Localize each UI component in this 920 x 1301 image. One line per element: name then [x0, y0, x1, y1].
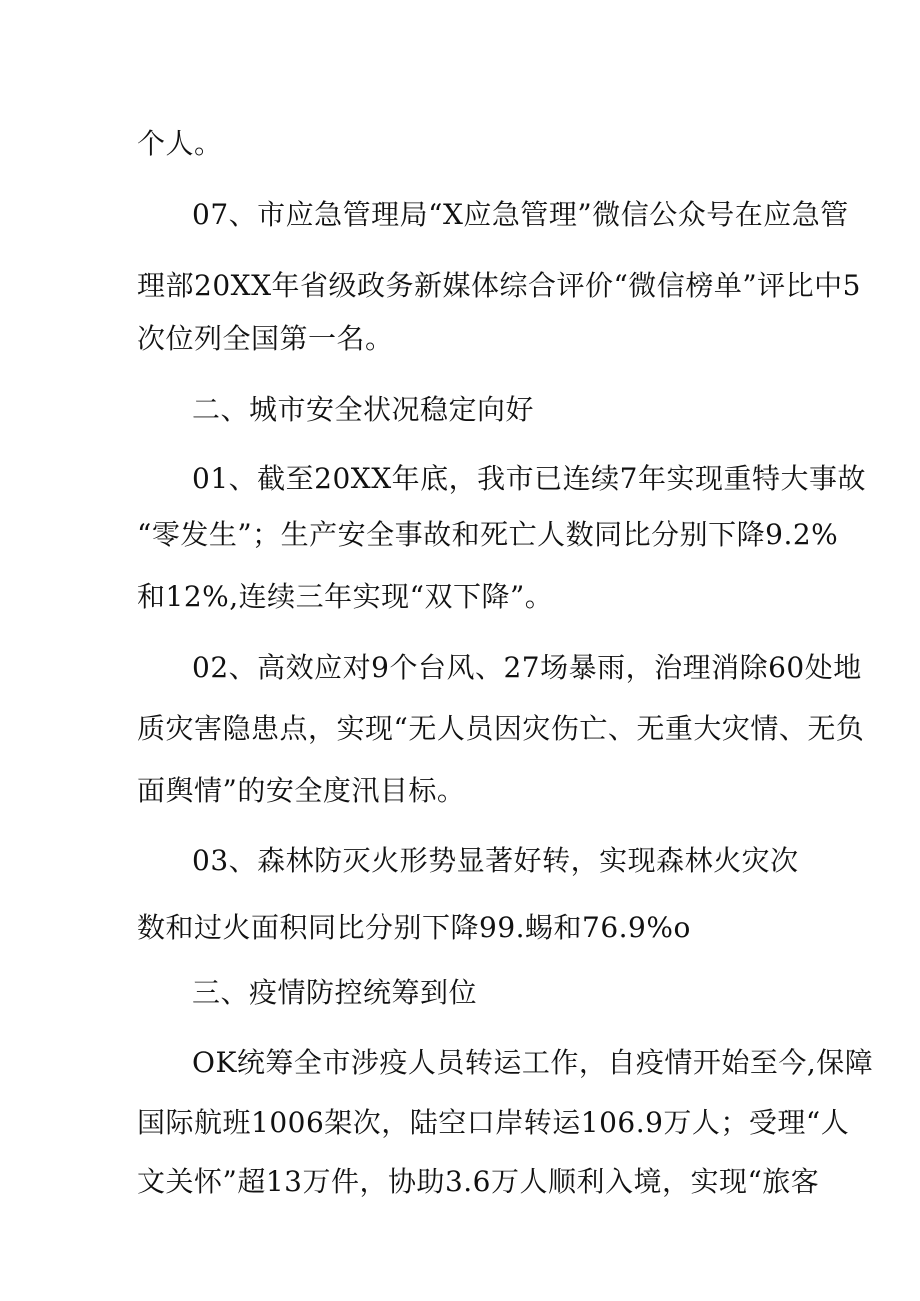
- paragraph-02-line-2: 质灾害隐患点，实现“无人员因灾伤亡、无重大灾情、无负: [137, 712, 865, 745]
- section-heading-2: 二、城市安全状况稳定向好: [192, 393, 535, 426]
- paragraph-01-line-1: 01、截至20XX年底，我市已连续7年实现重特大事故: [192, 462, 866, 495]
- paragraph-02-line-3: 面舆情”的安全度汛目标。: [137, 774, 466, 807]
- paragraph-ok-line-1: OK统筹全市涉疫人员转运工作，自疫情开始至今,保障: [192, 1046, 874, 1079]
- paragraph-03-line-2: 数和过火面积同比分别下降99.蜴和76.9%o: [137, 911, 691, 944]
- paragraph-ok-line-3: 文关怀”超13万件，协助3.6万人顺利入境，实现“旅客: [137, 1165, 820, 1198]
- text-line: 个人。: [137, 127, 223, 160]
- section-heading-3: 三、疫情防控统筹到位: [192, 976, 478, 1009]
- paragraph-01-line-3: 和12%,连续三年实现“双下降”。: [137, 580, 554, 613]
- paragraph-02-line-1: 02、高效应对9个台风、27场暴雨，治理消除60处地: [192, 651, 862, 684]
- paragraph-07-line-3: 次位列全国第一名。: [137, 322, 394, 355]
- paragraph-01-line-2: “零发生”；生产安全事故和死亡人数同比分别下降9.2%: [137, 518, 839, 551]
- paragraph-ok-line-2: 国际航班1006架次，陆空口岸转运106.9万人；受理“人: [137, 1106, 850, 1139]
- paragraph-07-line-2: 理部20XX年省级政务新媒体综合评价“微信榜单”评比中5: [137, 269, 861, 302]
- paragraph-07-line-1: 07、市应急管理局“X应急管理”微信公众号在应急管: [192, 198, 849, 231]
- paragraph-03-line-1: 03、森林防灭火形势显著好转，实现森林火灾次: [192, 844, 799, 877]
